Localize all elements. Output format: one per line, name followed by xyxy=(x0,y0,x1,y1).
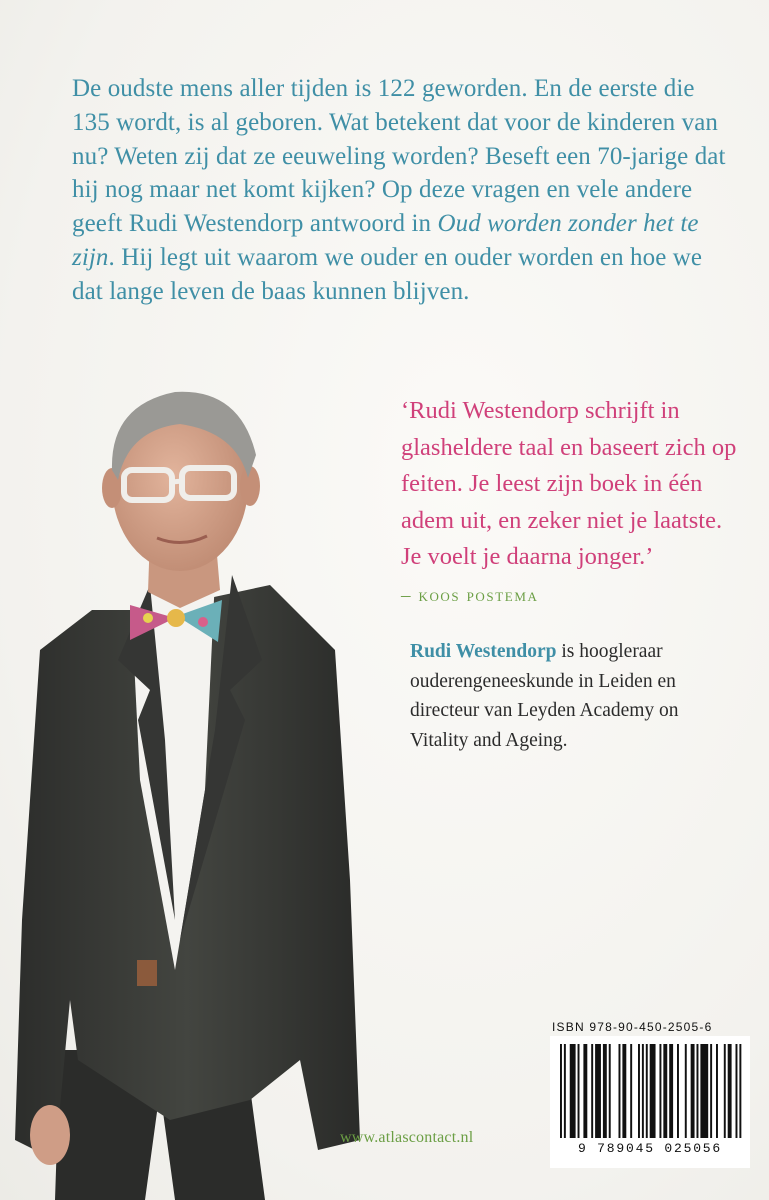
quote-text: ‘Rudi Westendorp schrijft in glasheldere taal en baseert zich op feiten. Je leest zijn boek in één adem uit, en zeker niet je laatste. Je voelt je daarna jonger.’ xyxy=(401,397,737,570)
barcode-bar xyxy=(669,1044,673,1138)
barcode-bar xyxy=(739,1044,741,1138)
book-title-italic: Oud worden zonder het te zijn xyxy=(72,210,699,271)
barcode-bar xyxy=(609,1044,611,1138)
author-bio xyxy=(410,637,730,755)
barcode-bar xyxy=(630,1044,632,1138)
barcode-bar xyxy=(710,1044,712,1138)
barcode-bar xyxy=(700,1044,708,1138)
barcode-bar xyxy=(564,1044,566,1138)
barcode-bar xyxy=(736,1044,738,1138)
barcode-bar xyxy=(642,1044,644,1138)
barcode-bar xyxy=(583,1044,587,1138)
barcode-bar xyxy=(619,1044,621,1138)
barcode-bars xyxy=(550,1036,750,1140)
author-photo xyxy=(0,360,420,1200)
barcode-bar xyxy=(595,1044,601,1138)
publisher-website[interactable]: www.atlascontact.nl xyxy=(340,1129,474,1146)
barcode-bar xyxy=(685,1044,687,1138)
barcode-bar xyxy=(677,1044,679,1138)
barcode-digits: 9 789045 025056 xyxy=(577,1141,723,1156)
blurb-part-2: . Hij legt uit waarom we ouder en ouder worden en hoe we dat lange leven de baas kunnen blijven. xyxy=(72,243,703,305)
barcode-bar xyxy=(650,1044,656,1138)
barcode-bar xyxy=(691,1044,695,1138)
quote-attribution: – koos postema xyxy=(401,584,539,606)
barcode-bar xyxy=(646,1044,648,1138)
barcode-bar xyxy=(578,1044,580,1138)
barcode-bar xyxy=(716,1044,718,1138)
barcode-bar xyxy=(570,1044,576,1138)
barcode-bar xyxy=(638,1044,640,1138)
isbn-label: ISBN 978-90-450-2505-6 xyxy=(552,1020,713,1034)
blurb-part-1: De oudste mens aller tijden is 122 geworden. En de eerste die 135 wordt, is al geboren. Wat betekent dat voor de kinderen van nu? Weten zij dat ze eeuweling worden? Beseft een 70-jarige dat hij nog maar net komt kijken? Op deze vragen en vele andere geeft Rudi Westendorp antwoord in xyxy=(72,75,726,238)
barcode-bar xyxy=(659,1044,661,1138)
blurb-text xyxy=(72,72,732,309)
author-bio-text: is hoogleraar ouderengeneeskunde in Leiden en directeur van Leyden Academy on Vitality and Ageing. xyxy=(410,641,679,751)
author-name: Rudi Westendorp xyxy=(410,641,557,662)
barcode-bar xyxy=(663,1044,667,1138)
barcode-bar xyxy=(591,1044,593,1138)
barcode-bar xyxy=(697,1044,699,1138)
barcode-bar xyxy=(560,1044,562,1138)
barcode-bar xyxy=(603,1044,607,1138)
barcode-bar xyxy=(724,1044,726,1138)
barcode-bar xyxy=(622,1044,626,1138)
review-quote xyxy=(401,393,746,614)
barcode-bar xyxy=(728,1044,732,1138)
